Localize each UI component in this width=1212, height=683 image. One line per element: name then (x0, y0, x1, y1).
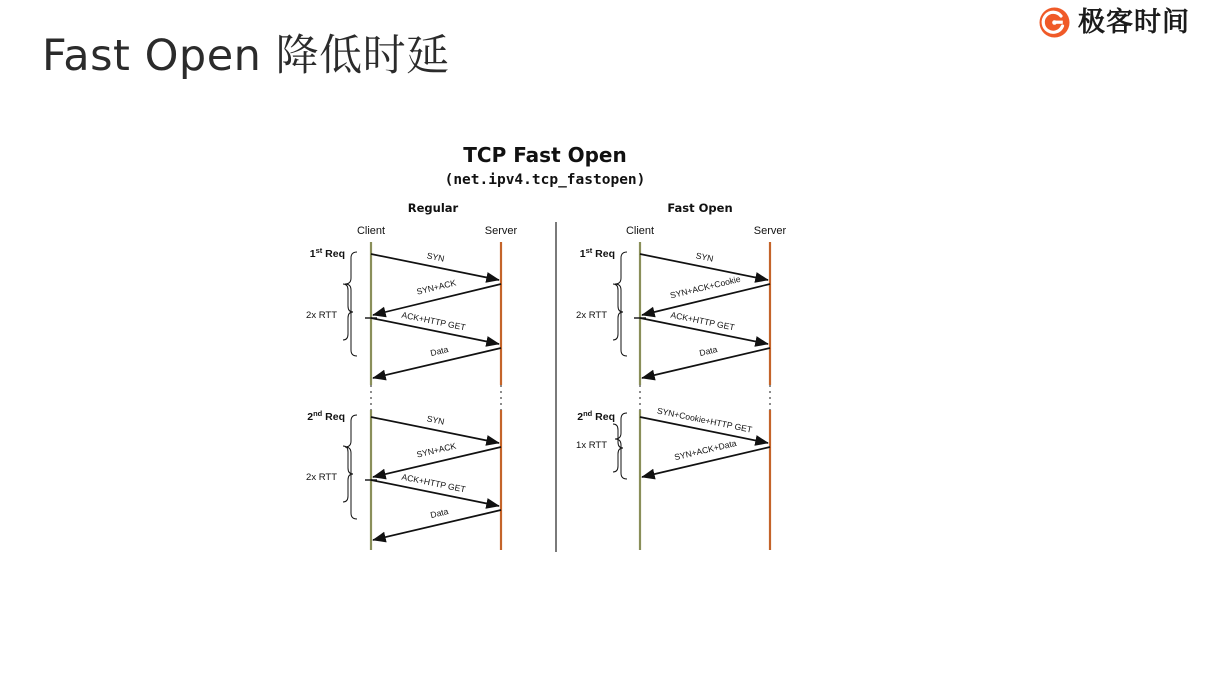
regular-server-label: Server (484, 225, 518, 237)
fastopen-req1-rtt: 2x RTT (576, 310, 607, 321)
fastopen-msg-5-label: SYN+Cookie+HTTP GET (656, 405, 754, 435)
fastopen-req2-brace (615, 413, 627, 479)
regular-msg-1-label: SYN (425, 250, 446, 264)
regular-msg-6-label: SYN+ACK (415, 440, 458, 460)
fastopen-req2-label: 2nd Req (577, 408, 615, 423)
regular-req1-brace (345, 252, 357, 356)
fastopen-req1-brace (615, 252, 627, 356)
regular-msg-2-label: SYN+ACK (415, 277, 458, 297)
fastopen-msg-6-label: SYN+ACK+Data (673, 437, 738, 463)
regular-msg-3-label: ACK+HTTP GET (400, 309, 467, 333)
regular-req1-rtt: 2x RTT (306, 310, 337, 321)
diagram-subtitle: (net.ipv4.tcp_fastopen) (444, 172, 646, 188)
fastopen-req2-rtt: 1x RTT (576, 440, 607, 451)
regular-msg-7-label: ACK+HTTP GET (400, 471, 467, 495)
panel-title-fast-open: Fast Open (667, 201, 733, 215)
regular-req2-brace (345, 415, 357, 519)
regular-client-label: Client (356, 225, 386, 237)
regular-req2-rtt: 2x RTT (306, 472, 337, 483)
regular-msg-8-label: Data (429, 506, 450, 521)
diagram-title: TCP Fast Open (463, 143, 627, 167)
fastopen-client-label: Client (625, 225, 655, 237)
regular-req1-label: 1st Req (309, 245, 345, 260)
fastopen-msg-1-label: SYN (694, 250, 715, 264)
fastopen-server-label: Server (753, 225, 787, 237)
fastopen-msg-3-label: ACK+HTTP GET (669, 309, 736, 333)
fastopen-msg-4-label: Data (698, 344, 719, 359)
brand-name: 极客时间 (1078, 7, 1190, 38)
fastopen-req1-label: 1st Req (579, 245, 615, 260)
panel-title-regular: Regular (407, 201, 459, 215)
regular-msg-4-label: Data (429, 344, 450, 359)
tcp-fast-open-diagram (285, 132, 805, 557)
page-title: Fast Open 降低时延 (42, 31, 450, 81)
geek-time-logo-icon (1038, 6, 1071, 39)
regular-req2-label: 2nd Req (307, 408, 345, 423)
brand-logo (1038, 6, 1190, 39)
fastopen-msg-2-label: SYN+ACK+Cookie (669, 273, 742, 301)
regular-msg-5-label: SYN (425, 413, 446, 427)
